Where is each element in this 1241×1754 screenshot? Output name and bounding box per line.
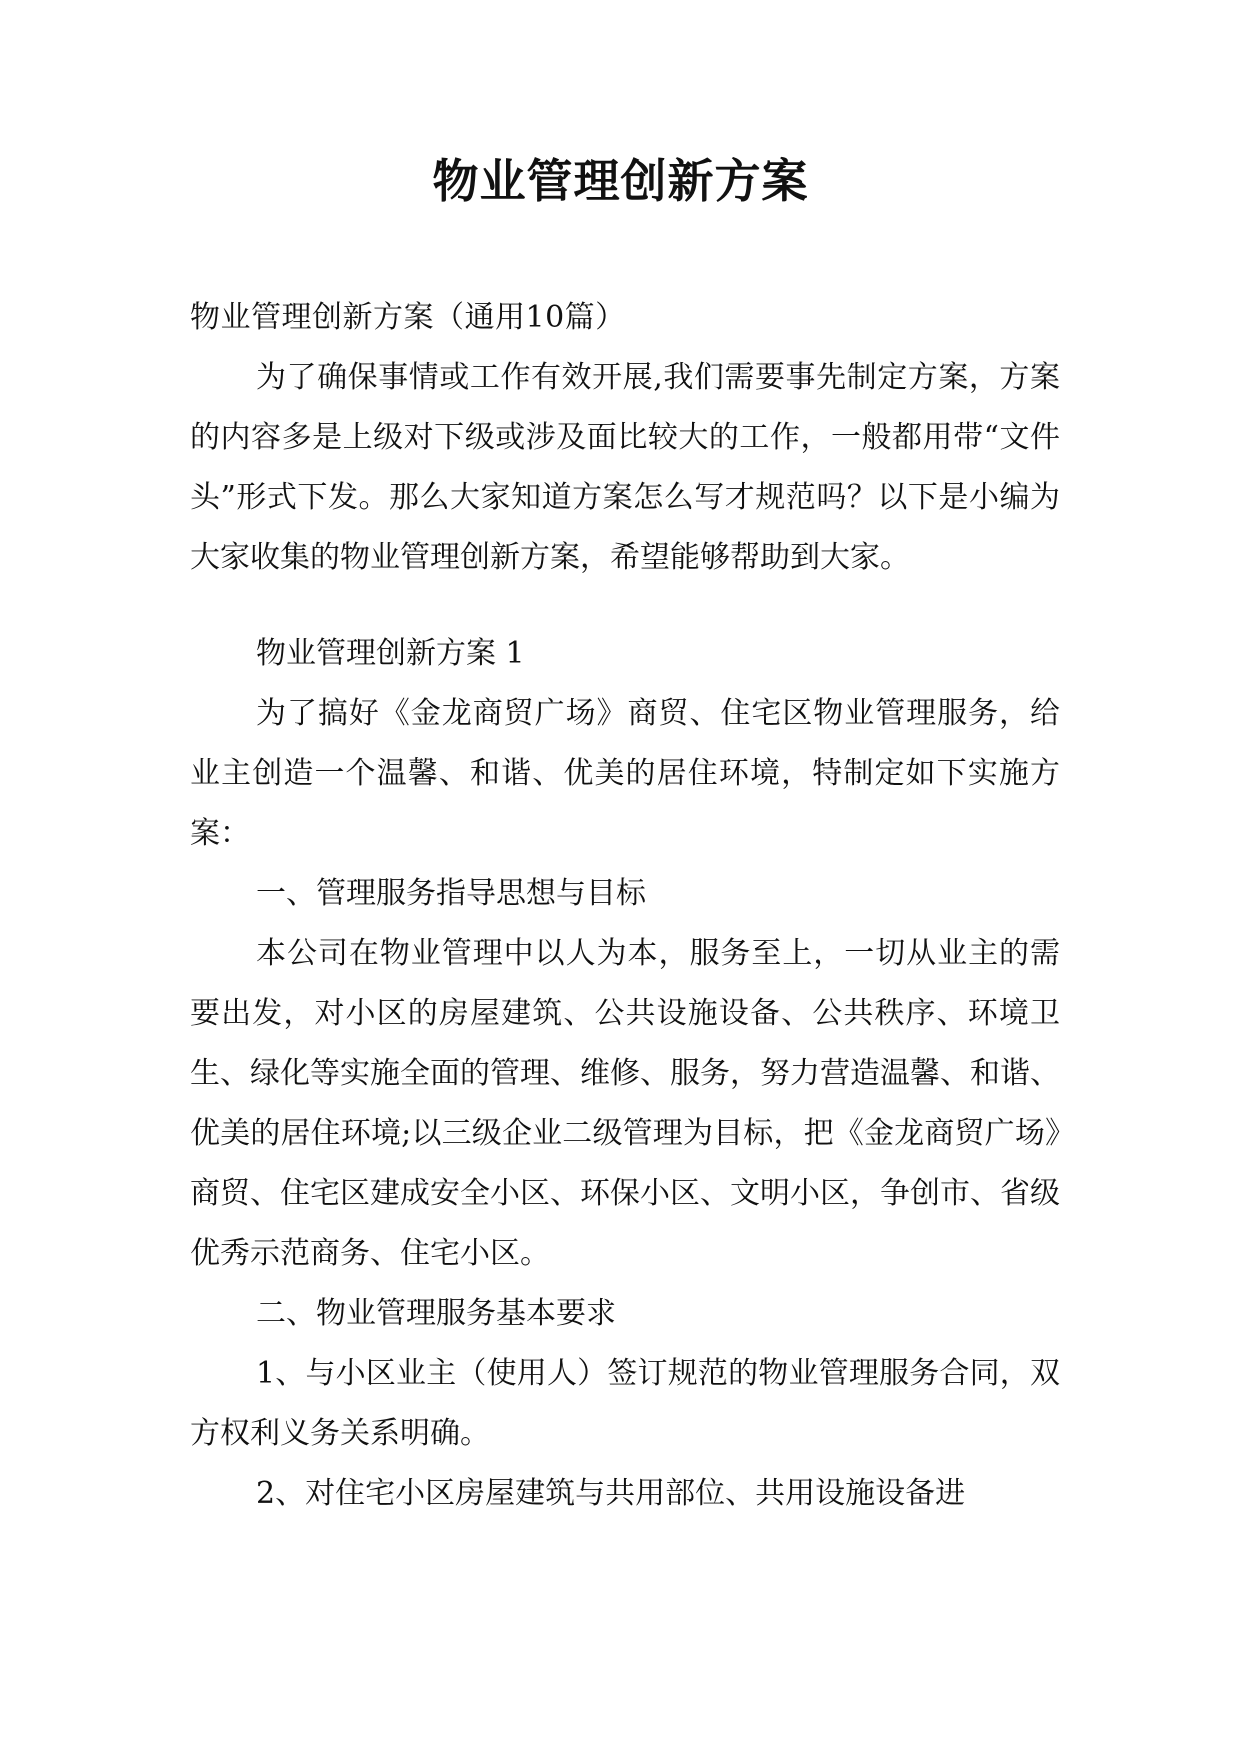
heading-guiding-ideas: 一、管理服务指导思想与目标 <box>256 876 646 911</box>
document-subtitle: 物业管理创新方案（通用10篇） <box>190 300 626 335</box>
document-title: 物业管理创新方案 <box>432 154 809 208</box>
paragraph-gap <box>190 588 1060 624</box>
intro-paragraph: 为了确保事情或工作有效开展,我们需要事先制定方案，方案的内容多是上级对下级或涉及面比较大的工作，一般都用带“文件头”形式下发。那么大家知道方案怎么写才规范吗？以下是小编为大家收集的物业管理创新方案，希望能够帮助到大家。 <box>190 360 1060 575</box>
paragraph: 1、与小区业主（使用人）签订规范的物业管理服务合同，双方权利义务关系明确。 <box>190 1356 1060 1451</box>
paragraph: 为了搞好《金龙商贸广场》商贸、住宅区物业管理服务，给业主创造一个温馨、和谐、优美的居住环境，特制定如下实施方案： <box>190 696 1060 851</box>
document-body <box>190 288 1060 1524</box>
heading-basic-requirements: 二、物业管理服务基本要求 <box>256 1296 616 1331</box>
paragraph: 本公司在物业管理中以人为本，服务至上，一切从业主的需要出发，对小区的房屋建筑、公共设施设备、公共秩序、环境卫生、绿化等实施全面的管理、维修、服务，努力营造温馨、和谐、优美的居住环境;以三级企业二级管理为目标，把《金龙商贸广场》商贸、住宅区建成安全小区、环保小区、文明小区，争创市、省级优秀示范商务、住宅小区。 <box>190 936 1060 1271</box>
section-heading: 物业管理创新方案 1 <box>256 636 525 671</box>
paragraph: 2、对住宅小区房屋建筑与共用部位、共用设施设备进 <box>256 1476 966 1511</box>
